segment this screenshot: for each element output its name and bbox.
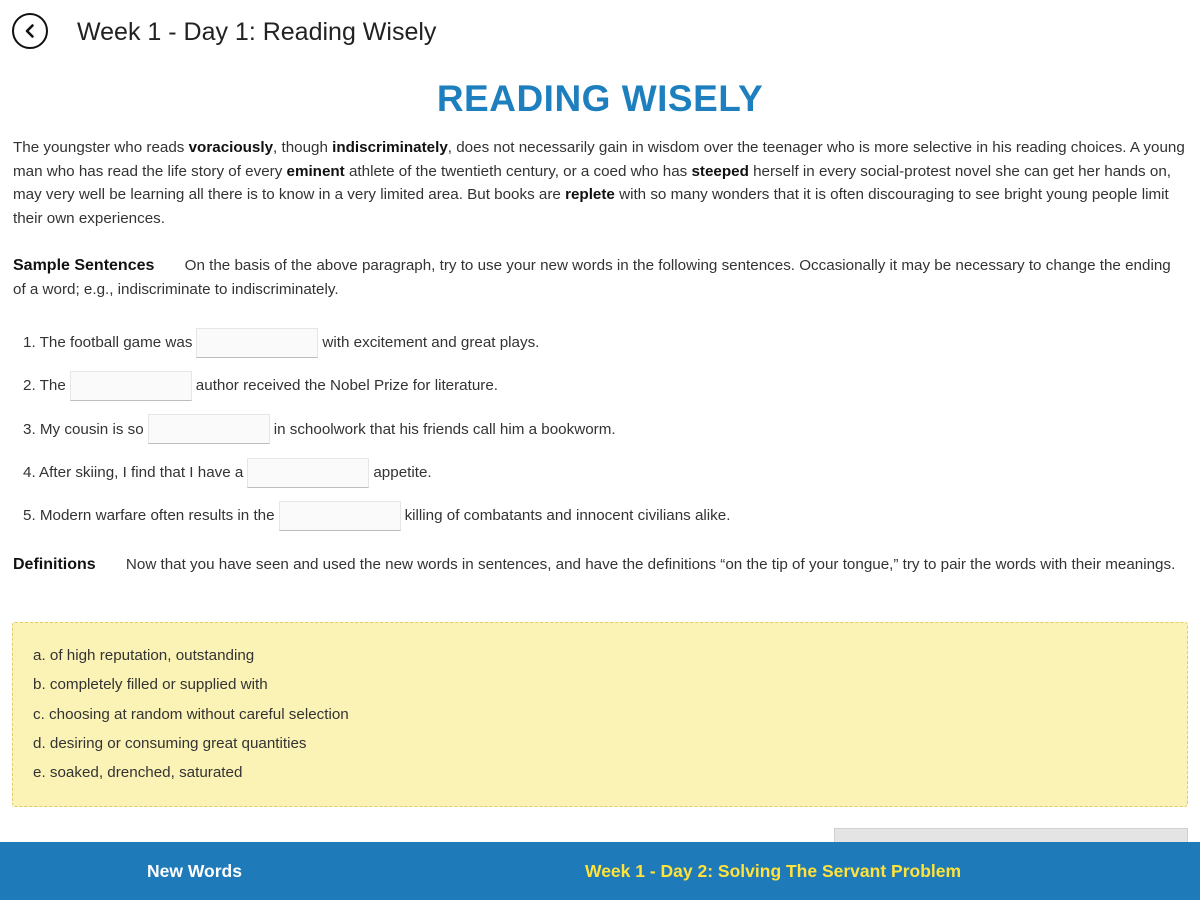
sentence-item (23, 321, 1173, 364)
definition-item: a. of high reputation, outstanding (33, 647, 255, 664)
definition-item: b. completely filled or supplied with (33, 676, 268, 694)
sample-sentences-heading: Sample Sentences (13, 257, 155, 274)
definition-item: d. desiring or consuming great quantities (33, 734, 307, 752)
sentence-text-after: in schoolwork that his friends call him a bookworm. (273, 420, 616, 438)
passage-text: with so many wonders that it is often discouraging to see bright young people limit their own experiences. (13, 186, 1169, 227)
passage-text: athlete of the twentieth century, or a coed who has (344, 162, 692, 180)
passage-text: The youngster who reads (13, 139, 189, 156)
sentence-item (23, 451, 1173, 494)
sentence-text-before: 2. The (23, 377, 66, 395)
sentence-text-after: author received the Nobel Prize for literature. (195, 377, 499, 395)
definition-item: c. choosing at random without careful selection (33, 705, 349, 723)
sentence-item (23, 494, 1173, 537)
vocabulary-word: replete (565, 186, 615, 203)
answer-blank-input[interactable] (70, 371, 192, 401)
definitions-instructions: Now that you have seen and used the new words in sentences, and have the definitions “on the tip of your tongue,” try to pair the words with their meanings. (125, 556, 1176, 573)
sentence-text-before: 5. Modern warfare often results in the (23, 507, 275, 525)
previous-page-link[interactable]: New Words (147, 861, 242, 881)
definitions-heading: Definitions (13, 556, 96, 573)
answer-blank-input[interactable] (247, 458, 369, 488)
vocabulary-word: eminent (286, 162, 345, 180)
lesson-title: READING WISELY (436, 78, 764, 119)
answer-blank-input[interactable] (196, 328, 318, 358)
sentence-text-after: appetite. (373, 464, 432, 482)
sentence-item (23, 364, 1173, 407)
page-title: Week 1 - Day 1: Reading Wisely (77, 18, 437, 46)
sentence-text-after: killing of combatants and innocent civilians alike. (404, 507, 731, 525)
vocabulary-word: voraciously (188, 139, 274, 156)
sample-sentences-instructions: On the basis of the above paragraph, try to use your new words in the following sentences. Occasionally it may be necessary to change the ending of a word; e.g., indiscriminate to indiscriminately. (13, 257, 1171, 298)
chevron-left-icon (22, 23, 38, 39)
sentence-list (23, 321, 1173, 537)
definitions-box (12, 622, 1188, 807)
sentence-text-before: 4. After skiing, I find that I have a (23, 464, 244, 482)
definition-item: e. soaked, drenched, saturated (33, 764, 243, 782)
passage-text: herself in every social-protest novel she can get her hands on, may very well be learning all there is to know in a very limited area. But books are (13, 162, 1171, 203)
sentence-text-before: 3. My cousin is so (23, 420, 144, 438)
passage-text: , does not necessarily gain in wisdom over the teenager who is more selective in his reading choices. A young man who has read the life story of every (13, 139, 1185, 180)
vocabulary-word: steeped (691, 162, 749, 180)
sentence-item (23, 408, 1173, 451)
top-bar (0, 0, 1200, 66)
bottom-navigation-bar (0, 842, 1200, 900)
passage-text: , though (273, 139, 333, 156)
vocabulary-word: indiscriminately (332, 139, 448, 156)
back-button[interactable] (12, 13, 48, 49)
definitions-section (13, 553, 1185, 577)
answer-blank-input[interactable] (148, 414, 270, 444)
sentence-text-before: 1. The football game was (23, 334, 193, 352)
sample-sentences-section (13, 254, 1185, 301)
reading-passage (13, 136, 1185, 230)
answer-blank-input[interactable] (279, 501, 401, 531)
next-page-link[interactable]: Week 1 - Day 2: Solving The Servant Problem (585, 861, 962, 881)
sentence-text-after: with excitement and great plays. (322, 334, 540, 352)
